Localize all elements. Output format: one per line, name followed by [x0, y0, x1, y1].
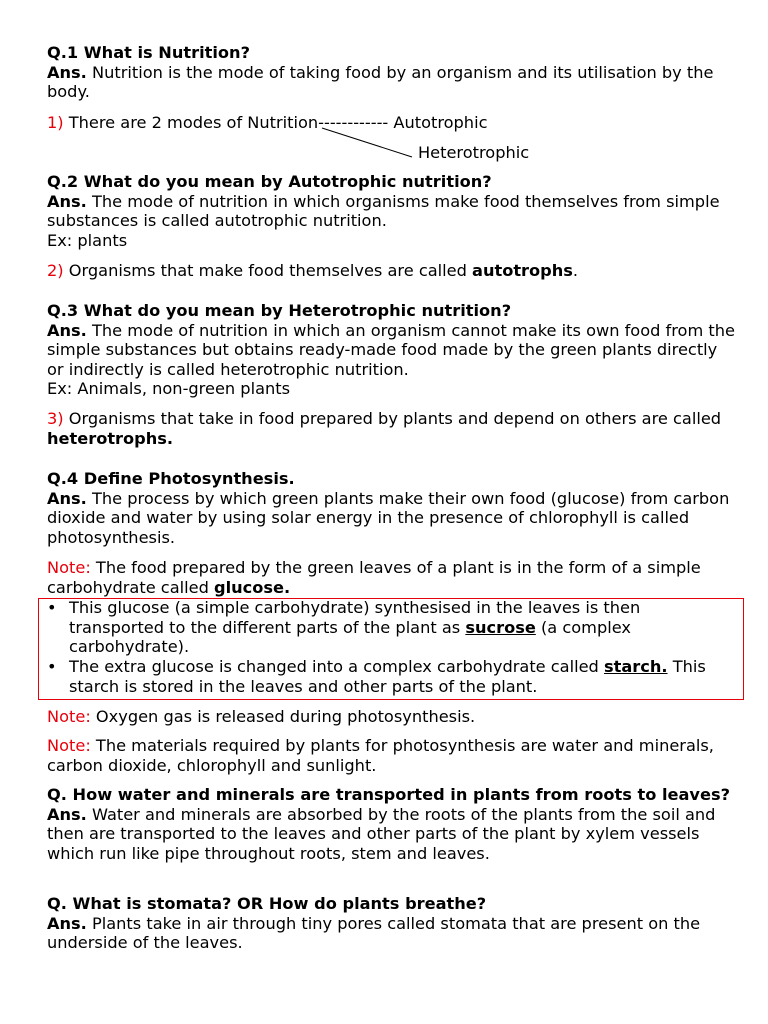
note1-term: glucose.	[214, 577, 291, 597]
q1-answer: Nutrition is the mode of taking food by an organism and its utilisation by the body.	[47, 62, 714, 102]
q2-block	[47, 172, 737, 250]
bullet-dot: •	[47, 657, 57, 676]
point1-text: There are 2 modes of Nutrition------------ Autotrophic	[63, 113, 488, 132]
q1-block	[47, 43, 737, 102]
bullet-dot: •	[47, 598, 57, 617]
box-bullet-1	[47, 598, 737, 657]
q2-answer: The mode of nutrition in which organisms make food themselves from simple substances is called autotrophic nutrition.	[47, 191, 720, 231]
q3-question: Q.3 What do you mean by Heterotrophic nutrition?	[47, 301, 512, 320]
bullet-1-text: This glucose (a simple carbohydrate) synthesised in the leaves is then transported to the different parts of the plant as	[69, 598, 641, 637]
point2-line	[47, 261, 737, 281]
note3-block	[47, 736, 737, 775]
q2-question: Q.2 What do you mean by Autotrophic nutrition?	[47, 172, 492, 191]
bullet-2-text: The extra glucose is changed into a complex carbohydrate called	[69, 657, 604, 676]
q5-block	[47, 785, 737, 863]
point3-line	[47, 409, 737, 448]
point1-number: 1)	[47, 113, 64, 132]
note2-label: Note:	[47, 707, 91, 726]
point2-end: .	[572, 261, 579, 280]
q4-block	[47, 469, 737, 547]
bullet-1-end: (a complex carbohydrate).	[69, 617, 631, 657]
point3-term: heterotrophs.	[47, 428, 174, 448]
q3-example: Ex: Animals, non-green plants	[47, 379, 291, 399]
note1-text: The food prepared by the green leaves of a plant is in the form of a simple carbohydrate called	[47, 558, 701, 597]
branch-line	[320, 126, 420, 160]
point3-text: Organisms that take in food prepared by plants and depend on others are called	[63, 409, 722, 428]
q6-block	[47, 894, 737, 953]
bullet-1-term: sucrose	[465, 617, 536, 637]
q4-question: Q.4 Define Photosynthesis.	[47, 469, 295, 488]
note1-block	[47, 558, 737, 597]
bullet-2-body	[69, 657, 737, 696]
point3-number: 3)	[47, 409, 64, 428]
bullet-2-end: This starch is stored in the leaves and other parts of the plant.	[69, 657, 706, 696]
q2-example: Ex: plants	[47, 230, 128, 250]
q5-question: Q. How water and minerals are transported in plants from roots to leaves?	[47, 785, 730, 804]
note3-label: Note:	[47, 736, 91, 755]
q6-question: Q. What is stomata? OR How do plants breathe?	[47, 894, 487, 913]
note2-text: Oxygen gas is released during photosynthesis.	[90, 707, 476, 726]
note3-text: The materials required by plants for photosynthesis are water and minerals, carbon dioxide, chlorophyll and sunlight.	[47, 736, 714, 775]
q4-answer: The process by which green plants make their own food (glucose) from carbon dioxide and water by using solar energy in the presence of chlorophyll is called photosynthesis.	[47, 488, 730, 547]
point2-number: 2)	[47, 261, 64, 280]
q2-ans-label: Ans.	[47, 191, 87, 211]
q3-block	[47, 301, 737, 399]
q4-ans-label: Ans.	[47, 488, 87, 508]
q1-ans-label: Ans.	[47, 62, 87, 82]
point1-branch: Heterotrophic	[418, 143, 530, 162]
box-bullet-2	[47, 657, 737, 696]
q1-question: Q.1 What is Nutrition?	[47, 43, 250, 62]
q6-answer: Plants take in air through tiny pores called stomata that are present on the underside of the leaves.	[47, 913, 701, 953]
point2-text: Organisms that make food themselves are called	[63, 261, 473, 280]
q3-ans-label: Ans.	[47, 320, 87, 340]
q5-ans-label: Ans.	[47, 804, 87, 824]
q6-ans-label: Ans.	[47, 913, 87, 933]
bullet-1-body	[69, 598, 737, 657]
point2-term: autotrophs	[472, 261, 573, 280]
bullet-2-term: starch.	[603, 657, 668, 676]
note1-label: Note:	[47, 558, 91, 577]
q5-answer: Water and minerals are absorbed by the roots of the plants from the soil and then are transported to the leaves and other parts of the plant by xylem vessels which run like pipe throughout roots, stem and leaves.	[47, 804, 716, 863]
q3-answer: The mode of nutrition in which an organism cannot make its own food from the simple substances but obtains ready-made food made by the green plants directly or indirectly is called heterotrophic nutrition.	[47, 320, 735, 379]
note2-block	[47, 707, 737, 727]
